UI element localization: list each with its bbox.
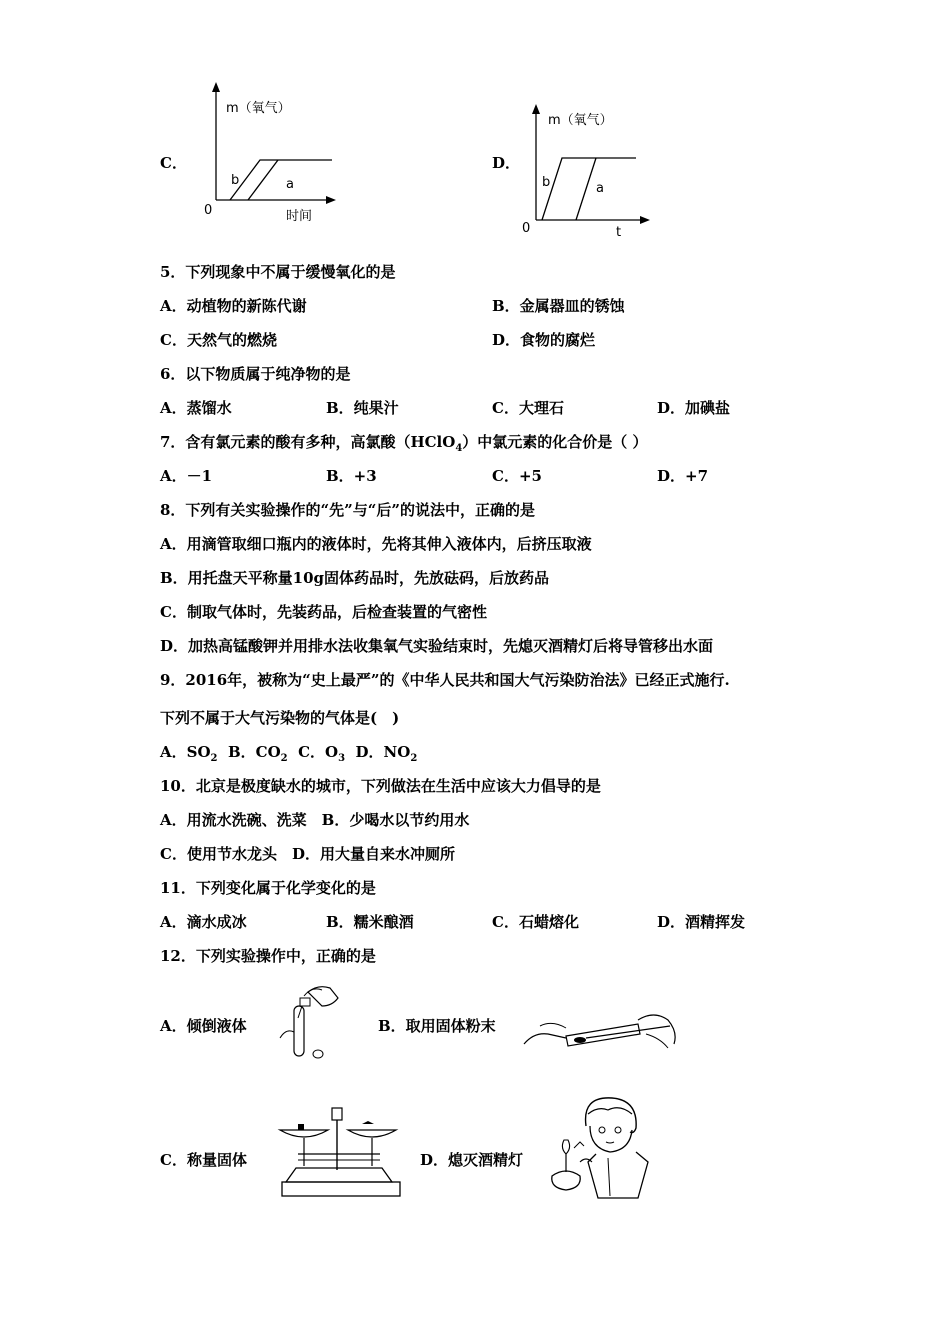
q12-option-a: A．倾倒液体: [160, 1017, 247, 1035]
graph-c-curve-b: b: [231, 173, 240, 188]
q8-stem: 8．下列有关实验操作的“先”与“后”的说法中，正确的是: [160, 501, 535, 519]
q5-stem: 5．下列现象中不属于缓慢氧化的是: [160, 263, 396, 281]
graph-d-x-label: t: [616, 225, 622, 240]
q11-option-d: D．酒精挥发: [657, 913, 746, 931]
q7-option-d: D．+7: [657, 467, 709, 485]
graph-c-curve-a: a: [286, 177, 294, 192]
option-c-label: C．: [160, 154, 187, 172]
q6-stem: 6．以下物质属于纯净物的是: [160, 365, 351, 383]
q11-stem: 11．下列变化属于化学变化的是: [160, 879, 376, 897]
q9-stem-line1: 9．2016年，被称为“史上最严”的《中华人民共和国大气污染防治法》已经正式施行.: [160, 671, 730, 689]
graph-d-curve-a: a: [596, 181, 604, 196]
option-d-label: D．: [492, 154, 521, 172]
graph-c-y-label: m（氧气）: [226, 101, 291, 116]
q12-option-d: D．熄灭酒精灯: [420, 1151, 524, 1169]
q9-options: [160, 742, 417, 769]
q7-option-c: C．+5: [492, 467, 542, 485]
q11-option-c: C．石蜡熔化: [492, 913, 579, 931]
q11-option-b: B．糯米酿酒: [326, 913, 414, 931]
q10-stem: 10．北京是极度缺水的城市，下列做法在生活中应该大力倡导的是: [160, 777, 601, 795]
q5-option-d: D．食物的腐烂: [492, 331, 596, 349]
q9-option-a: A．$SO_2$: [160, 743, 218, 764]
q7-option-b: B．+3: [326, 467, 377, 485]
q8-option-a: A．用滴管取细口瓶内的液体时，先将其伸入液体内，后挤压取液: [160, 535, 592, 553]
q12-stem: 12．下列实验操作中，正确的是: [160, 947, 376, 965]
alcohol-lamp-illustration: [546, 1096, 656, 1206]
q8-option-d: D．加热高锰酸钾并用排水法收集氧气实验结束时，先熄灭酒精灯后将导管移出水面: [160, 637, 714, 655]
q9-option-b: B．$CO_2$: [227, 743, 288, 764]
q9-option-d: D．$NO_2$: [355, 743, 418, 764]
q12-option-b: B．取用固体粉末: [378, 1017, 496, 1035]
graph-d-curve-b: b: [542, 175, 551, 190]
q8-option-c: C．制取气体时，先装药品，后检查装置的气密性: [160, 603, 487, 621]
graph-c-x-label: 时间: [286, 209, 313, 224]
graph-d-origin: 0: [522, 221, 531, 236]
pouring-liquid-illustration: [274, 978, 344, 1068]
q12-option-c: C．称量固体: [160, 1151, 247, 1169]
graph-c-origin: 0: [204, 203, 213, 218]
q5-option-b: B．金属器皿的锈蚀: [492, 297, 625, 315]
q9-option-c: C．$O_3$: [298, 743, 346, 764]
solid-powder-illustration: [520, 1000, 680, 1060]
q11-option-a: A．滴水成冰: [160, 913, 247, 931]
balance-illustration: [276, 1106, 416, 1206]
q6-option-a: A．蒸馏水: [160, 399, 232, 417]
q7-option-a: A．－1: [160, 467, 213, 485]
q7-stem: 7．含有氯元素的酸有多种，高氯酸（HClO$_4$）中氯元素的化合价是（ ）: [160, 433, 648, 454]
graph-d: [520, 100, 660, 240]
q6-option-d: D．加碘盐: [657, 399, 731, 417]
q9-stem-line2: 下列不属于大气污染物的气体是( ): [160, 709, 400, 727]
q6-option-b: B．纯果汁: [326, 399, 399, 417]
q5-option-c: C．天然气的燃烧: [160, 331, 277, 349]
q10-options-ab: A．用流水洗碗、洗菜 B．少喝水以节约用水: [160, 811, 470, 829]
q8-option-b: B．用托盘天平称量10g固体药品时，先放砝码，后放药品: [160, 569, 550, 587]
graph-d-y-label: m（氧气）: [548, 113, 613, 128]
q10-options-cd: C．使用节水龙头 D．用大量自来水冲厕所: [160, 845, 455, 863]
q5-option-a: A．动植物的新陈代谢: [160, 297, 307, 315]
q6-option-c: C．大理石: [492, 399, 564, 417]
graph-c: [200, 80, 340, 230]
